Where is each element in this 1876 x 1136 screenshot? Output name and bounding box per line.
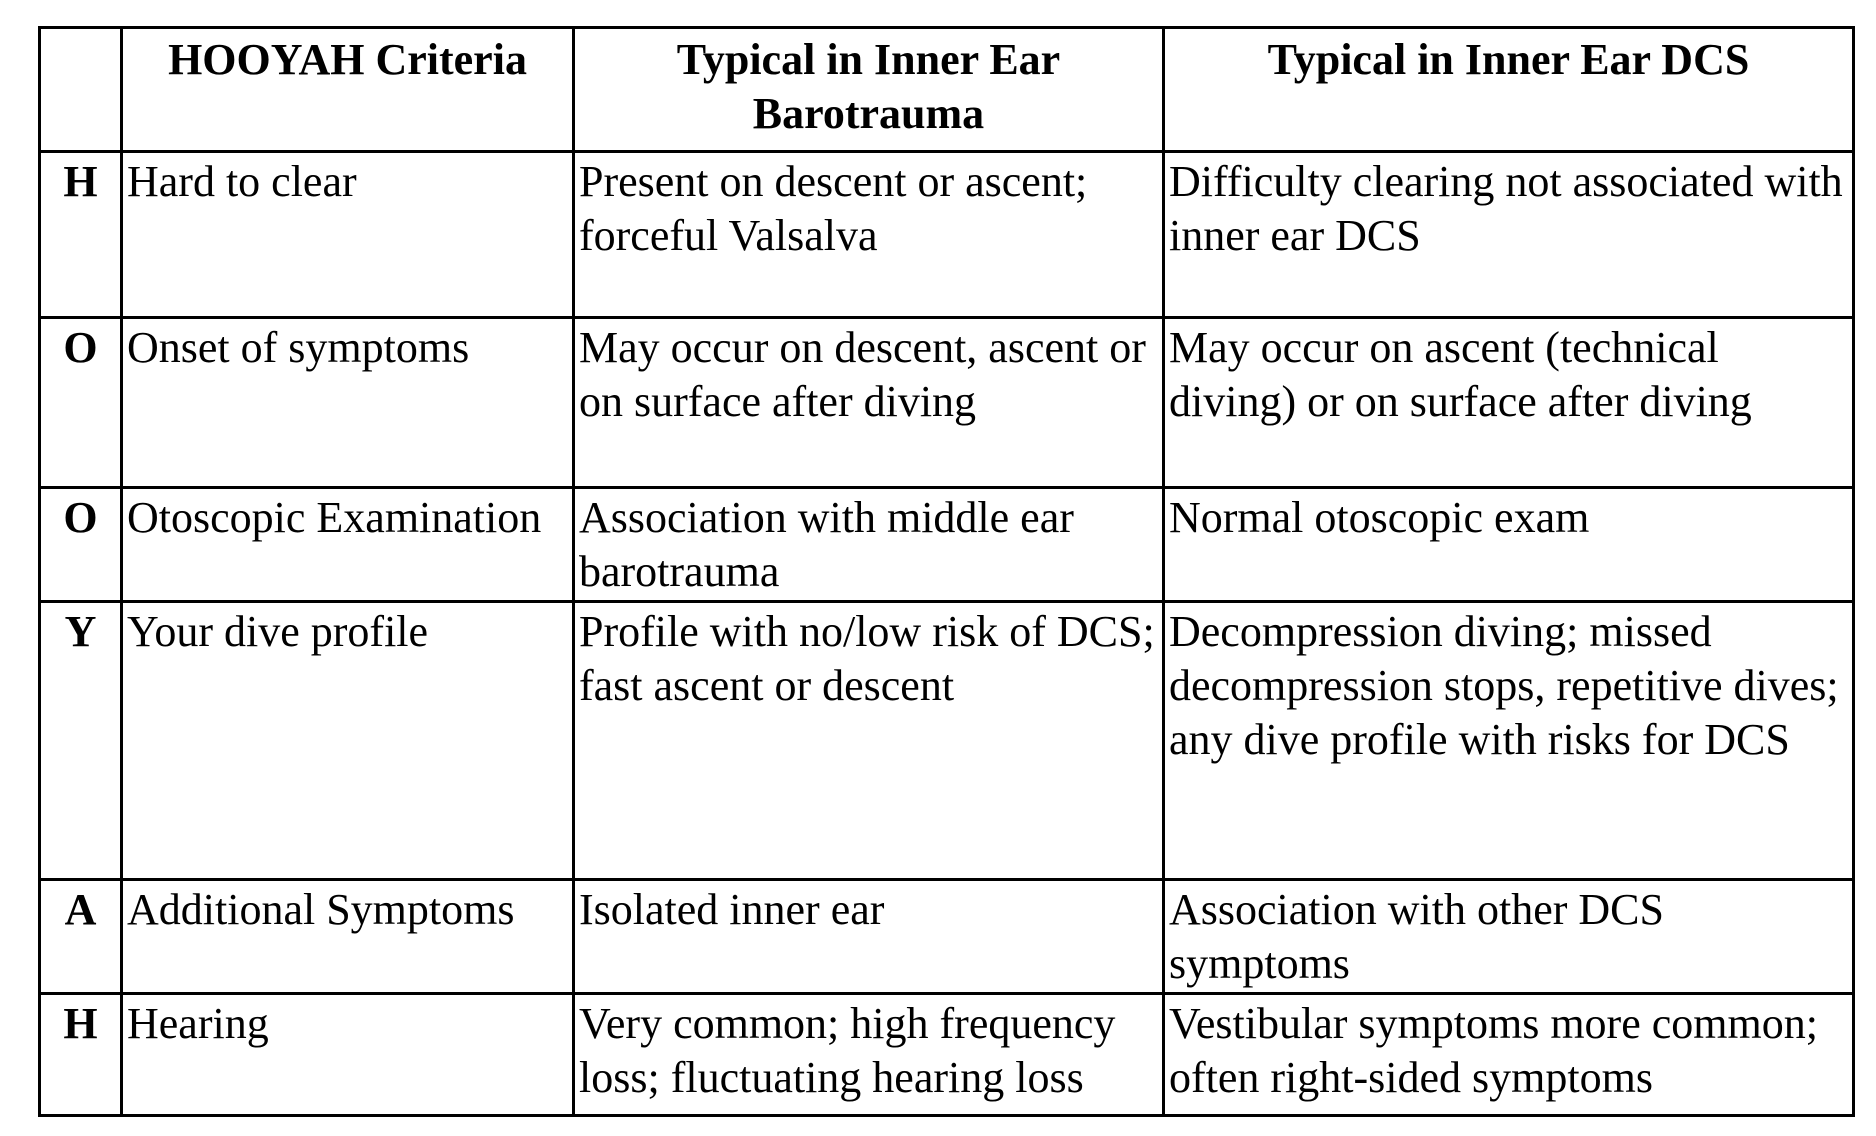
dcs-cell: Vestibular symptoms more common; often right-sided symptoms bbox=[1164, 994, 1854, 1116]
barotrauma-cell: Isolated inner ear bbox=[574, 880, 1164, 994]
table-row-additional-symptoms bbox=[40, 880, 1854, 994]
table-row-otoscopic-examination bbox=[40, 488, 1854, 602]
dcs-cell: Association with other DCS symptoms bbox=[1164, 880, 1854, 994]
table-row-hearing bbox=[40, 994, 1854, 1116]
table-row-onset-of-symptoms bbox=[40, 318, 1854, 488]
criteria-cell: Otoscopic Examination bbox=[122, 488, 574, 602]
criteria-cell: Hard to clear bbox=[122, 152, 574, 318]
dcs-column-header: Typical in Inner Ear DCS bbox=[1164, 28, 1854, 152]
row-letter: H bbox=[40, 994, 122, 1116]
dcs-cell: May occur on ascent (technical diving) or on surface after diving bbox=[1164, 318, 1854, 488]
criteria-cell: Additional Symptoms bbox=[122, 880, 574, 994]
row-letter: O bbox=[40, 488, 122, 602]
criteria-column-header: HOOYAH Criteria bbox=[122, 28, 574, 152]
barotrauma-cell: Association with middle ear barotrauma bbox=[574, 488, 1164, 602]
row-letter: H bbox=[40, 152, 122, 318]
dcs-cell: Decompression diving; missed decompression stops, repetitive dives; any dive profile with risks for DCS bbox=[1164, 602, 1854, 880]
hooyah-criteria-table bbox=[38, 26, 1855, 1117]
criteria-cell: Onset of symptoms bbox=[122, 318, 574, 488]
row-letter: Y bbox=[40, 602, 122, 880]
criteria-cell: Hearing bbox=[122, 994, 574, 1116]
row-letter: O bbox=[40, 318, 122, 488]
criteria-cell: Your dive profile bbox=[122, 602, 574, 880]
barotrauma-cell: Present on descent or ascent; forceful Valsalva bbox=[574, 152, 1164, 318]
barotrauma-cell: May occur on descent, ascent or on surface after diving bbox=[574, 318, 1164, 488]
letter-column-header bbox=[40, 28, 122, 152]
table-row-hard-to-clear bbox=[40, 152, 1854, 318]
barotrauma-column-header: Typical in Inner Ear Barotrauma bbox=[574, 28, 1164, 152]
table-header-row bbox=[40, 28, 1854, 152]
dcs-cell: Normal otoscopic exam bbox=[1164, 488, 1854, 602]
dcs-cell: Difficulty clearing not associated with inner ear DCS bbox=[1164, 152, 1854, 318]
table-row-your-dive-profile bbox=[40, 602, 1854, 880]
barotrauma-cell: Profile with no/low risk of DCS; fast ascent or descent bbox=[574, 602, 1164, 880]
barotrauma-cell: Very common; high frequency loss; fluctuating hearing loss bbox=[574, 994, 1164, 1116]
row-letter: A bbox=[40, 880, 122, 994]
